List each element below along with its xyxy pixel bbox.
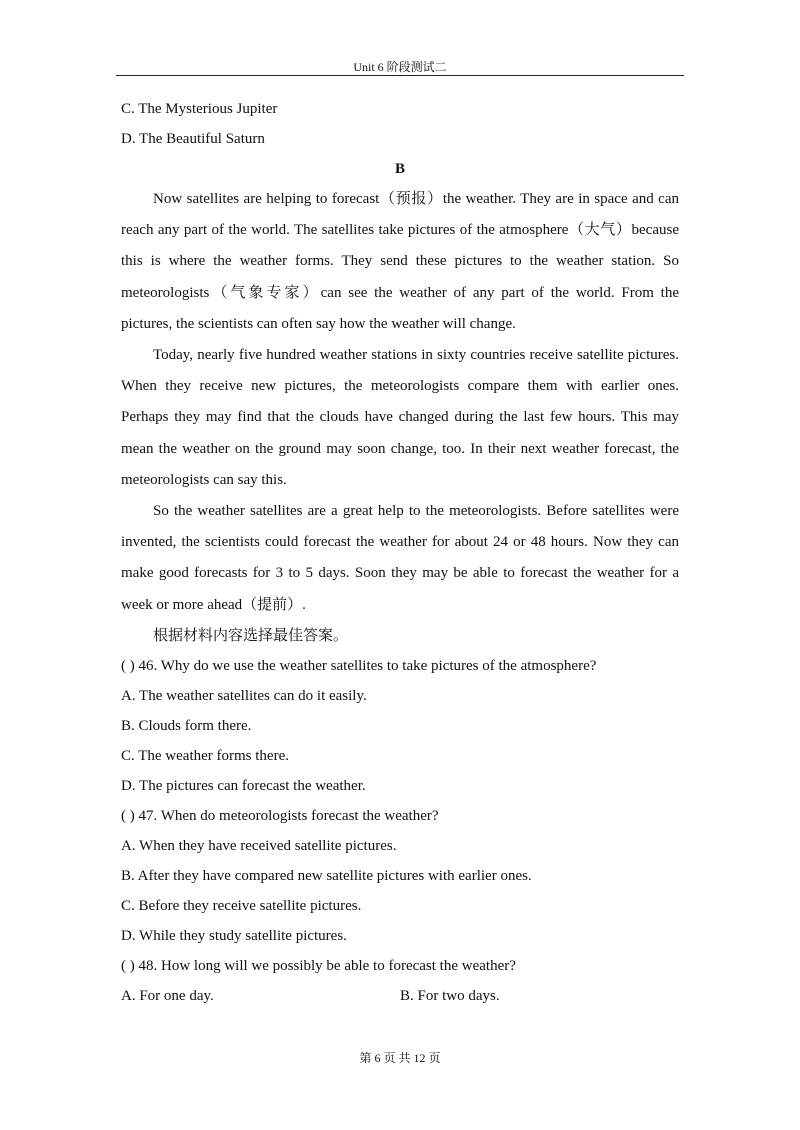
passage-paragraph-2: Today, nearly five hundred weather stations in sixty countries receive satellite pictures. When they receive new pictures, the meteorologists compare them with earlier ones. Perhaps they may find that the clouds have changed during the last few hours. This may mean the weather on the ground may soon change, too. In their next weather forecast, the meteorologists can say this. [121,347,679,488]
question-48 [121,951,679,1011]
section-title: B [394,161,405,177]
page-content [121,94,679,1011]
question-47 [121,801,679,951]
question-stem: ( ) 46. Why do we use the weather satellites to take pictures of the atmosphere? [121,657,597,674]
passage-paragraph-1: Now satellites are helping to forecast（预报）the weather. They are in space and can reach any part of the world. The satellites take pictures of the atmosphere（大气）because this is where the weather forms. They send these pictures to the weather station. So meteorologists（气象专家）can see the weather of any part of the world. From the pictures, the scientists can often say how the weather will change. [121,191,679,332]
answer-options-row [121,981,679,1011]
answer-option: C. The weather forms there. [121,747,289,764]
answer-option: A. The weather satellites can do it easily. [121,687,367,704]
option-c-prev: C. The Mysterious Jupiter [121,101,278,117]
page-footer: 第 6 页 共 12 页 [359,1051,441,1065]
answer-option: B. Clouds form there. [121,717,252,734]
answer-option: D. While they study satellite pictures. [121,927,347,944]
header-divider [116,75,684,76]
passage-paragraph-3: So the weather satellites are a great help to the meteorologists. Before satellites were invented, the scientists could forecast the weather for about 24 or 48 hours. Now they can make good forecasts for 3 to 5 days. Soon they may be able to forecast the weather for a week or more ahead（提前）. [121,503,679,613]
answer-option: A. When they have received satellite pictures. [121,837,397,854]
option-d-prev: D. The Beautiful Saturn [121,131,265,147]
answer-option: B. After they have compared new satellite pictures with earlier ones. [121,867,532,884]
question-stem: ( ) 47. When do meteorologists forecast the weather? [121,807,439,824]
answer-option: A. For one day. [121,987,214,1004]
page-header: Unit 6 阶段测试二 [353,60,447,74]
instruction-text: 根据材料内容选择最佳答案。 [153,627,349,644]
answer-option: C. Before they receive satellite pictures. [121,897,362,914]
answer-option: B. For two days. [400,987,500,1004]
answer-option: D. The pictures can forecast the weather. [121,777,366,794]
question-stem: ( ) 48. How long will we possibly be able to forecast the weather? [121,957,516,974]
question-46 [121,651,679,801]
